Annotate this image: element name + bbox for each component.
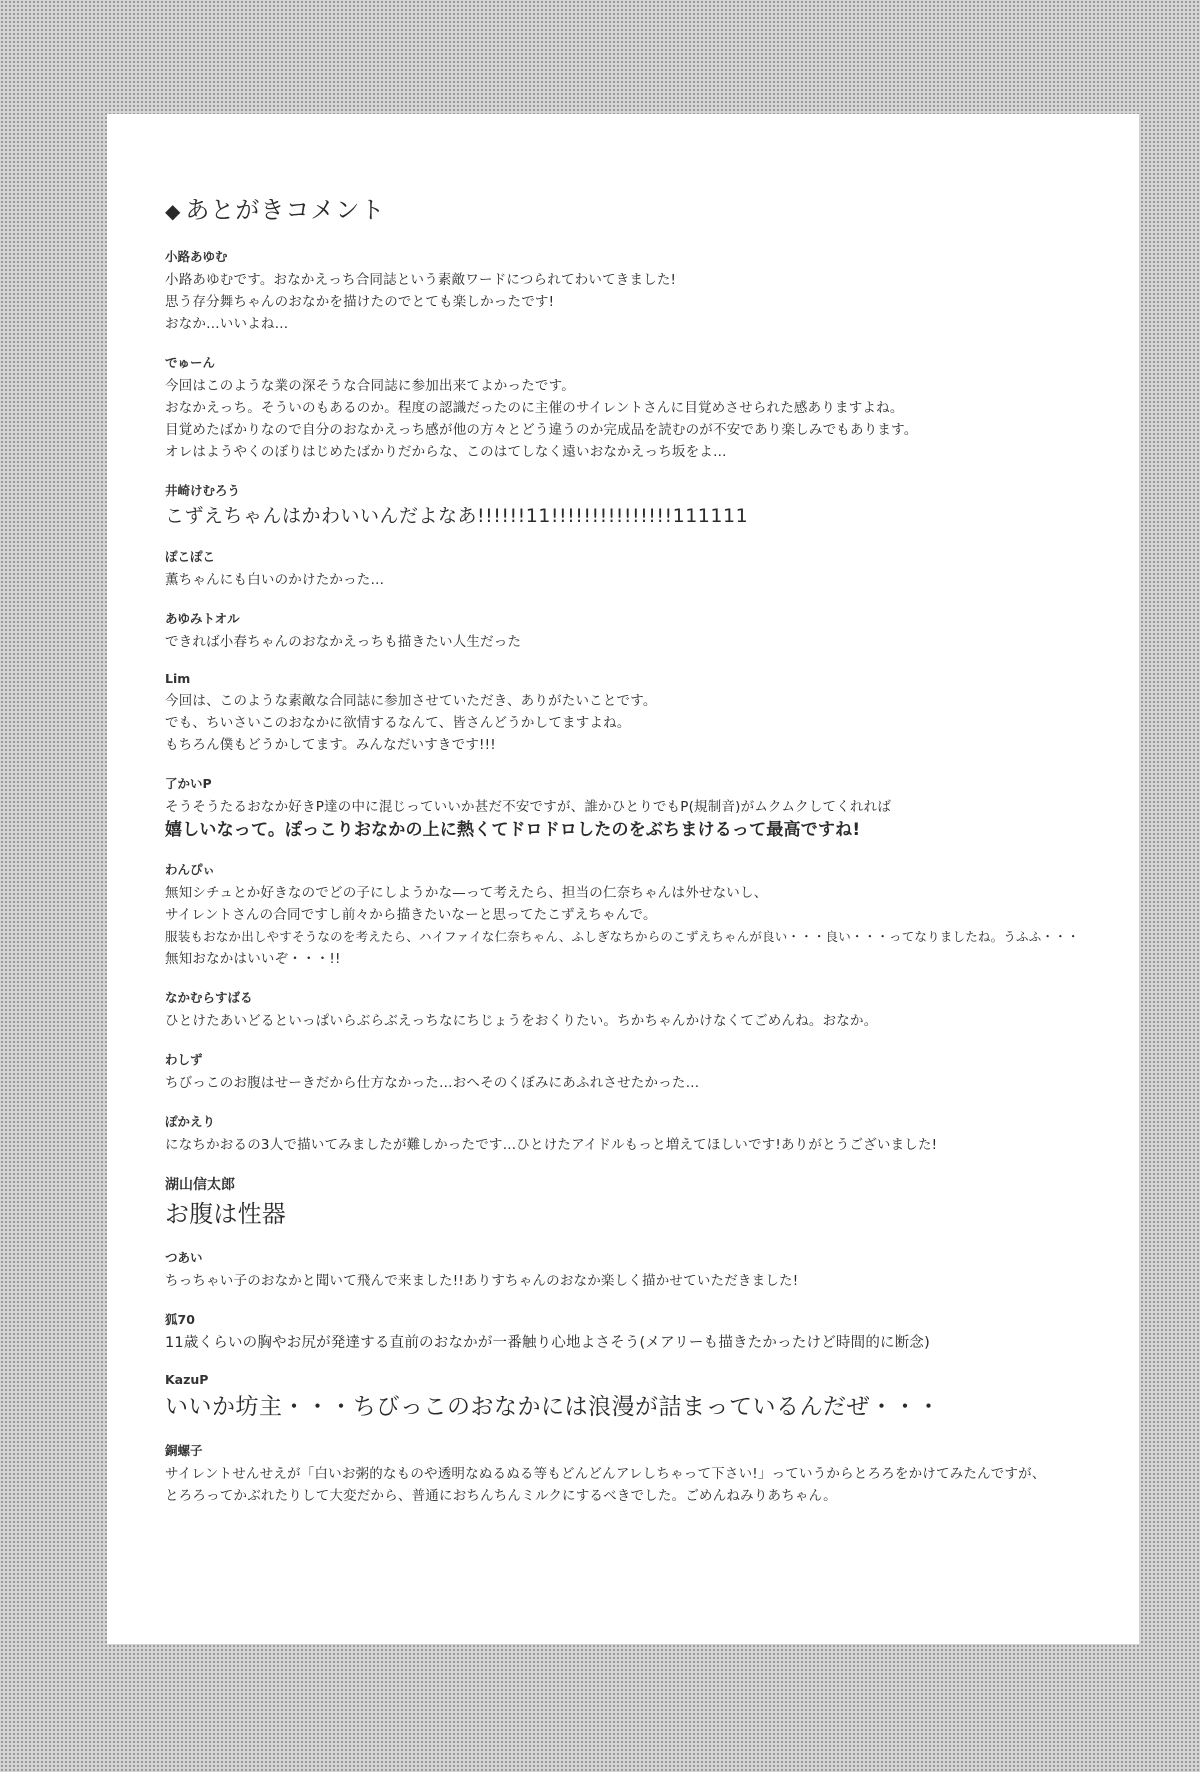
comment-entry	[165, 1050, 1139, 1094]
entry-line: 今回はこのような業の深そうな合同誌に参加出来てよかったです。	[165, 378, 575, 394]
entry-line: おなかえっち。そういのもあるのか。程度の認識だったのに主催のサイレントさんに目覚めさせられた感ありますよね。	[165, 400, 904, 416]
entry-line: ちびっこのお腹はせーきだから仕方なかった…おへそのくぼみにあふれさせたかった…	[165, 1075, 700, 1091]
entry-line: 無知おなかはいいぞ・・・!!	[165, 951, 341, 967]
entry-author: わしず	[165, 1052, 203, 1067]
entry-author: 井崎けむろう	[165, 483, 241, 498]
entry-line: 目覚めたばかりなので自分のおなかえっち感が他の方々とどう違うのか完成品を読むのが不安であり楽しみでもあります。	[165, 422, 918, 438]
entry-line: 服装もおなか出しやすそうなのを考えたら、ハイファイな仁奈ちゃん、ふしぎなちからのこずえちゃんが良い・・・良い・・・ってなりましたね。うふふ・・・	[165, 929, 1080, 944]
entry-author: なかむらすばる	[165, 990, 253, 1005]
entry-author: ぽこぽこ	[165, 549, 216, 564]
entry-author: KazuP	[165, 1372, 209, 1387]
entry-line: 小路あゆむです。おなかえっち合同誌という素敵ワードにつられてわいてきました!	[165, 272, 677, 288]
comment-entry	[165, 481, 1139, 529]
entry-author: わんぴぃ	[165, 862, 216, 877]
entry-author: 狐70	[165, 1312, 195, 1327]
comment-entry	[165, 1248, 1139, 1292]
entry-line: サイレントせんせえが「白いお粥的なものや透明なぬるぬる等もどんどんアレしちゃって下さい!」っていうからとろろをかけてみたんですが、	[165, 1466, 1046, 1482]
entry-author: Lim	[165, 671, 191, 686]
comment-entry	[165, 609, 1139, 653]
comment-entry	[165, 774, 1139, 842]
comment-entry	[165, 1174, 1139, 1230]
entry-line: 今回は、このような素敵な合同誌に参加させていただき、ありがたいことです。	[165, 693, 657, 709]
entry-line: ちっちゃい子のおなかと聞いて飛んで来ました!!ありすちゃんのおなか楽しく描かせていただきました!	[165, 1273, 799, 1289]
entry-line: 嬉しいなって。ぽっこりおなかの上に熱くてドロドロしたのをぶちまけるって最高ですね!	[165, 820, 861, 840]
entry-line: オレはようやくのぼりはじめたばかりだからな、このはてしなく遠いおなかえっち坂をよ…	[165, 444, 727, 460]
entry-author: ぽかえり	[165, 1114, 216, 1129]
comment-entry	[165, 988, 1139, 1032]
page-title-text: あとがきコメント	[185, 196, 386, 224]
entry-line: 薫ちゃんにも白いのかけたかった…	[165, 572, 385, 588]
entry-line: 思う存分舞ちゃんのおなかを描けたのでとても楽しかったです!	[165, 294, 555, 310]
diamond-bullet-icon: ◆	[165, 199, 182, 223]
entry-author: 了かいP	[165, 776, 212, 791]
entry-author: でゅーん	[165, 355, 216, 370]
comment-entry	[165, 671, 1139, 756]
entry-line: サイレントさんの合同ですし前々から描きたいなーと思ってたこずえちゃんで。	[165, 907, 657, 923]
entry-author: 小路あゆむ	[165, 249, 228, 264]
comment-entry	[165, 1112, 1139, 1156]
entry-line: おなか…いいよね…	[165, 316, 289, 332]
page-title	[165, 190, 1139, 225]
entry-line: できれば小春ちゃんのおなかえっちも描きたい人生だった	[165, 634, 522, 650]
entry-author: あゆみトオル	[165, 611, 240, 626]
comment-entry	[165, 353, 1139, 463]
comment-entry	[165, 247, 1139, 335]
entry-line: 無知シチュとか好きなのでどの子にしようかな—って考えたら、担当の仁奈ちゃんは外せないし、	[165, 885, 768, 901]
afterword-page	[107, 114, 1139, 1644]
entry-line: お腹は性器	[165, 1200, 286, 1228]
entry-line: 11歳くらいの胸やお尻が発達する直前のおなかが一番触り心地よさそう(メアリーも描きたかったけど時間的に断念)	[165, 1335, 930, 1351]
comment-entry	[165, 547, 1139, 591]
comment-entry	[165, 860, 1139, 970]
entry-line: そうそうたるおなか好きP達の中に混じっていいか甚だ不安ですが、誰かひとりでもP(規制音)がムクムクしてくれれば	[165, 799, 892, 815]
entry-line: でも、ちいさいこのおなかに欲情するなんて、皆さんどうかしてますよね。	[165, 715, 631, 731]
entry-line: ひとけたあいどるといっぱいらぶらぶえっちなにちじょうをおくりたい。ちかちゃんかけなくてごめんね。おなか。	[165, 1013, 878, 1029]
entry-author: 銅螺子	[165, 1443, 203, 1458]
entry-line: とろろってかぶれたりして大変だから、普通におちんちんミルクにするべきでした。ごめんねみりあちゃん。	[165, 1488, 837, 1504]
entry-author: 湖山信太郎	[165, 1177, 235, 1193]
entry-author: つあい	[165, 1250, 203, 1265]
entry-line: こずえちゃんはかわいいんだよなあ!!!!!!11!!!!!!!!!!!!!!!111111	[165, 505, 749, 527]
comment-entry	[165, 1310, 1139, 1354]
entry-line: もちろん僕もどうかしてます。みんなだいすきです!!!	[165, 737, 496, 753]
comment-entry	[165, 1372, 1139, 1423]
entry-line: いいか坊主・・・ちびっこのおなかには浪漫が詰まっているんだぜ・・・	[165, 1394, 941, 1420]
comment-entry	[165, 1441, 1139, 1507]
entry-line: になちかおるの3人で描いてみましたが難しかったです…ひとけたアイドルもっと増えてほしいです!ありがとうございました!	[165, 1137, 938, 1153]
